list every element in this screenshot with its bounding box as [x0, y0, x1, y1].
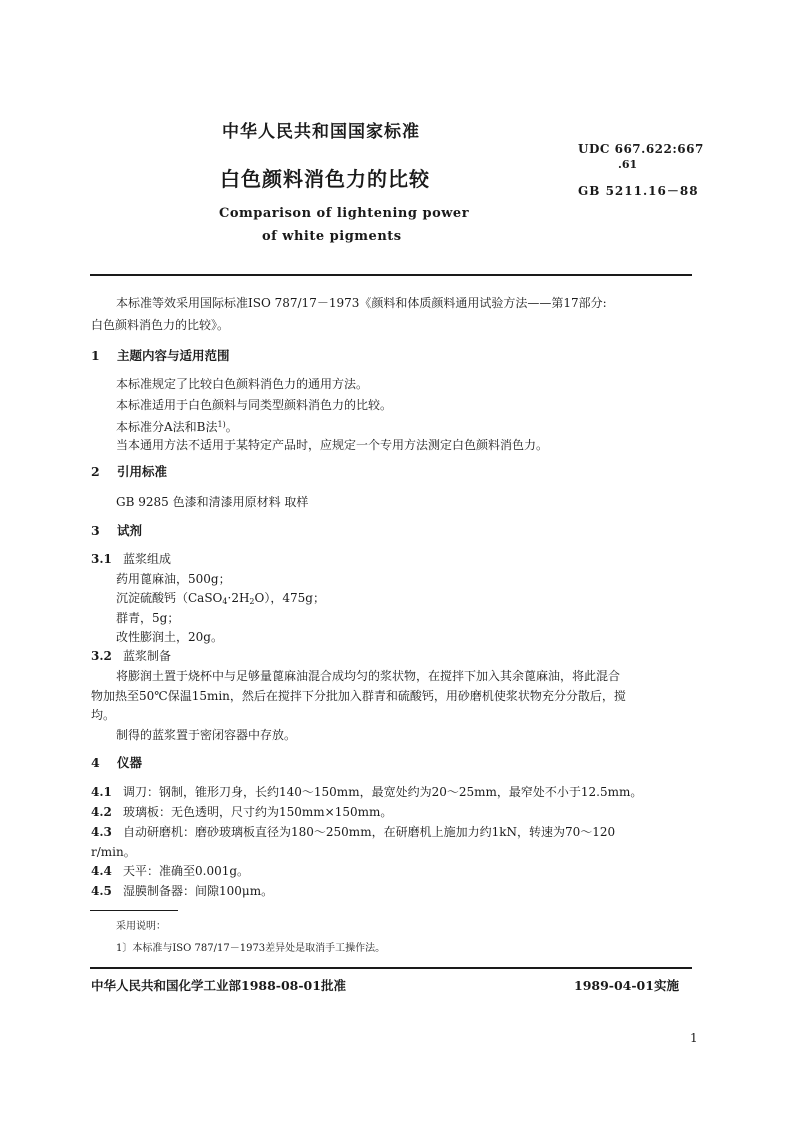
- section-4-heading: [91, 754, 142, 772]
- title-en-line1: Comparison of lightening power: [219, 206, 470, 221]
- section-num: 4.4: [91, 864, 112, 878]
- section-title: 主题内容与适用范围: [117, 348, 230, 363]
- footer-implementation: 1989-04-01实施: [574, 978, 679, 993]
- s1-line3: [116, 416, 238, 436]
- s1-line3-end: 。: [225, 420, 238, 434]
- s3-1-item1: 药用蓖麻油，500g；: [116, 572, 231, 586]
- s3-2-line2: 物加热至50℃保温15min，然后在搅拌下分批加入群青和硫酸钙，用砂磨机使浆状物充分分散后，搅: [91, 689, 626, 703]
- section-3-2-heading: [91, 647, 171, 665]
- section-num: 2: [91, 464, 100, 479]
- s4-5-text: 湿膜制备器：间隙100μm。: [123, 884, 274, 898]
- s3-1-item4: 改性膨润土，20g。: [116, 630, 223, 644]
- s4-2: [91, 803, 392, 821]
- title-cn: 白色颜料消色力的比较: [220, 167, 430, 191]
- section-3-heading: [91, 522, 142, 540]
- section-num: 4.1: [91, 785, 112, 799]
- footnote-text: 1〕本标准与ISO 787/17－1973差异处是取消手工操作法。: [116, 943, 386, 954]
- formula-subscript: 4: [222, 597, 228, 606]
- s4-3: [91, 823, 615, 841]
- section-num: 4: [91, 755, 100, 770]
- formula-part: O），475g；: [254, 591, 325, 605]
- section-title: 蓝浆组成: [123, 552, 172, 566]
- s2-ref-line: GB 9285 色漆和清漆用原材料 取样: [116, 495, 309, 509]
- formula-subscript: 2: [249, 597, 255, 606]
- s1-line4: 当本通用方法不适用于某特定产品时，应规定一个专用方法测定白色颜料消色力。: [116, 438, 549, 452]
- section-num: 1: [91, 348, 100, 363]
- s4-1-text: 调刀：钢制，锥形刀身，长约140～150mm，最宽处约为20～25mm，最窄处不小于12.5mm。: [123, 785, 643, 799]
- section-1-heading: [91, 347, 230, 365]
- intro-line2: 白色颜料消色力的比较》。: [91, 318, 230, 332]
- section-num: 4.3: [91, 825, 112, 839]
- s1-line1: 本标准规定了比较白色颜料消色力的通用方法。: [116, 377, 369, 391]
- section-title: 仪器: [117, 755, 143, 770]
- section-num: 4.5: [91, 884, 112, 898]
- footer-approval: 中华人民共和国化学工业部1988-08-01批准: [91, 978, 346, 993]
- section-num: 3.1: [91, 552, 112, 566]
- header-rule: [90, 274, 692, 276]
- s3-1-item3: 群青，5g；: [116, 611, 180, 625]
- section-2-heading: [91, 463, 167, 481]
- section-title: 蓝浆制备: [123, 649, 172, 663]
- s3-1-item2: [116, 589, 325, 611]
- s4-4-text: 天平：准确至0.001g。: [123, 864, 250, 878]
- section-title: 试剂: [117, 523, 143, 538]
- section-num: 4.2: [91, 805, 112, 819]
- s4-3-text: 自动研磨机：磨砂玻璃板直径为180～250mm，在研磨机上施加力约1kN，转速为70～120: [123, 825, 616, 839]
- page-number: 1: [690, 1031, 698, 1045]
- s4-3-cont: r/min。: [91, 845, 136, 859]
- footnote-label: 采用说明：: [116, 921, 166, 932]
- footer-rule: [90, 967, 692, 969]
- section-num: 3.2: [91, 649, 112, 663]
- s4-4: [91, 862, 249, 880]
- s1-line3-text: 本标准分A法和B法: [116, 420, 218, 434]
- footnote-rule: [90, 910, 178, 911]
- s3-2-line1: 将膨润土置于烧杯中与足够量蓖麻油混合成均匀的浆状物，在搅拌下加入其余蓖麻油，将此混合: [116, 669, 621, 683]
- section-title: 引用标准: [117, 464, 168, 479]
- udc-code-cont: .61: [618, 158, 638, 171]
- udc-code: UDC 667.622:667: [578, 142, 704, 156]
- section-3-1-heading: [91, 550, 171, 568]
- s1-line2: 本标准适用于白色颜料与同类型颜料消色力的比较。: [116, 398, 393, 412]
- footnote-ref[interactable]: 1): [217, 420, 226, 429]
- title-en-line2: of white pigments: [262, 229, 402, 244]
- gb-code: GB 5211.16－88: [578, 184, 699, 198]
- formula-part: ·2H: [227, 591, 250, 605]
- s3-2-line4: 制得的蓝浆置于密闭容器中存放。: [116, 728, 297, 742]
- s4-5: [91, 882, 273, 900]
- section-num: 3: [91, 523, 100, 538]
- s4-2-text: 玻璃板：无色透明，尺寸约为150mm×150mm。: [123, 805, 393, 819]
- s3-2-line3: 均。: [91, 708, 116, 722]
- standard-line: 中华人民共和国国家标准: [222, 122, 420, 142]
- formula-part: 沉淀硫酸钙（CaSO: [116, 591, 223, 605]
- s4-1: [91, 783, 642, 801]
- intro-line1: 本标准等效采用国际标准ISO 787/17－1973《颜料和体质颜料通用试验方法——第17部分:: [116, 296, 607, 310]
